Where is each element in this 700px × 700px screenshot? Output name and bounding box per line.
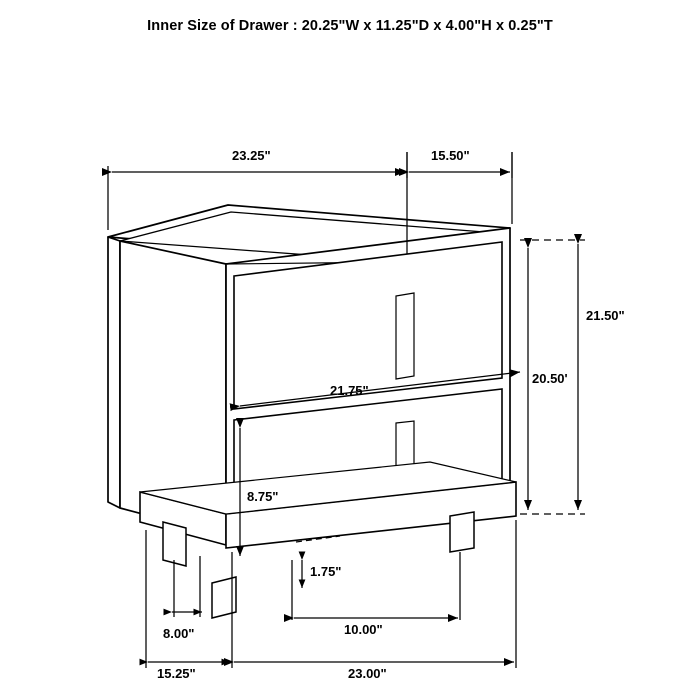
dim-label-front-width-top: 23.25" bbox=[232, 148, 271, 163]
dim-label-base-inset: 10.00" bbox=[344, 622, 383, 637]
dim-label-base-depth: 15.25" bbox=[157, 666, 196, 681]
dim-label-lower-drawer-height: 8.75" bbox=[247, 489, 279, 504]
dim-label-drawer-front-width: 21.75" bbox=[330, 383, 369, 398]
dim-label-toe-kick-height: 1.75" bbox=[310, 564, 342, 579]
dim-label-side-depth-top: 15.50" bbox=[431, 148, 470, 163]
dim-label-base-width: 23.00" bbox=[348, 666, 387, 681]
dim-label-case-height: 20.50' bbox=[532, 371, 568, 386]
dim-label-overall-height: 21.50" bbox=[586, 308, 625, 323]
dim-label-leg-width: 8.00" bbox=[163, 626, 195, 641]
page-title: Inner Size of Drawer : 20.25"W x 11.25"D x 4.00"H x 0.25"T bbox=[147, 18, 553, 34]
